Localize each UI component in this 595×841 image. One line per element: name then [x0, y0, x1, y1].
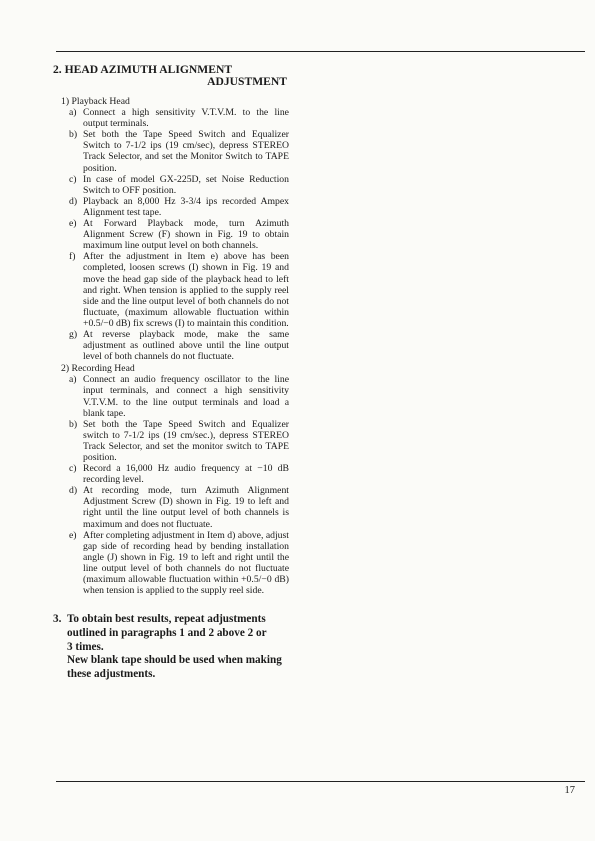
- list-item: [69, 129, 289, 173]
- section3-line-text: To obtain best results, repeat adjustments: [67, 613, 266, 626]
- playback-head-section: [61, 96, 289, 362]
- item-label: c): [69, 173, 77, 185]
- section3-line: outlined in paragraphs 1 and 2 above 2 or: [67, 626, 267, 639]
- item-text: Connect a high sensitivity V.T.V.M. to the line output terminals.: [83, 107, 289, 130]
- list-item: [69, 530, 289, 597]
- item-label: e): [69, 529, 77, 541]
- recording-head-section: [61, 363, 289, 596]
- list-item: [69, 196, 289, 218]
- item-text: Record a 16,000 Hz audio frequency at −10 dB recording level.: [83, 463, 289, 486]
- bottom-rule: [56, 781, 585, 782]
- item-label: a): [69, 374, 77, 386]
- item-label: d): [69, 195, 78, 207]
- item-text: In case of model GX-225D, set Noise Reduction Switch to OFF position.: [83, 173, 289, 196]
- section2-heading-line1: 2. HEAD AZIMUTH ALIGNMENT: [53, 63, 233, 76]
- top-rule: [56, 51, 585, 52]
- section3-paragraph: [53, 613, 289, 682]
- section2-heading-line2: ADJUSTMENT: [207, 75, 287, 88]
- list-item: [69, 251, 289, 329]
- list-item: [69, 485, 289, 529]
- item-label: a): [69, 107, 77, 119]
- playback-head-list: [61, 107, 289, 362]
- item-label: g): [69, 328, 78, 340]
- item-text: At recording mode, turn Azimuth Alignment Adjustment Screw (D) shown in Fig. 19 to left and right until the line output level of both channels is maximum and does not fluctuate.: [83, 485, 289, 530]
- playback-head-title: 1) Playback Head: [61, 96, 130, 107]
- item-text: Set both the Tape Speed Switch and Equalizer switch to 7-1/2 ips (19 cm/sec.), depress STEREO Track Selector, and set the monitor switch to TAPE position.: [83, 418, 289, 463]
- item-label: e): [69, 218, 77, 230]
- item-text: Connect an audio frequency oscillator to the line input terminals, and connect a high sensitivity V.T.V.M. to the line output terminals and load a blank tape.: [83, 374, 289, 419]
- list-item: [69, 218, 289, 251]
- item-label: b): [69, 129, 78, 141]
- section3-line: these adjustments.: [67, 668, 156, 681]
- section3-line: 3 times.: [67, 640, 104, 653]
- section3-line: [53, 613, 289, 627]
- recording-head-list: [61, 374, 289, 596]
- item-text: At reverse playback mode, make the same adjustment as outlined above until the line output level of both channels do not fluctuate.: [83, 328, 289, 363]
- section2-heading: [53, 64, 289, 88]
- item-label: b): [69, 418, 78, 430]
- recording-head-title: 2) Recording Head: [61, 363, 135, 375]
- item-text: At Forward Playback mode, turn Azimuth Alignment Screw (F) shown in Fig. 19 to obtain maximum line output level on both channels.: [83, 218, 289, 252]
- section3-line: New blank tape should be used when making: [67, 654, 282, 667]
- main-column: [53, 64, 289, 682]
- item-text: After the adjustment in Item e) above has been completed, loosen screws (I) shown in Fig. 19 and move the head gap side of the playback head to left and right. When tension is applied to the supply reel side and the line output level of both channels do not fluctuate, (maximum allowable fluctuation within +0.5/−0 dB) fix screws (I) to maintain this condition.: [83, 251, 289, 329]
- list-item: [69, 107, 289, 129]
- list-item: [69, 419, 289, 463]
- list-item: [69, 463, 289, 485]
- page-number: 17: [564, 785, 575, 796]
- list-item: [69, 374, 289, 418]
- item-label: c): [69, 463, 77, 475]
- item-text: After completing adjustment in Item d) above, adjust gap side of recording head by bending installation angle (J) shown in Fig. 19 to left and right until the line output level of both channels do not fluctuate (maximum allowable fluctuation within +0.5/−0 dB) when tension is applied to the supply reel side.: [83, 529, 289, 597]
- item-label: d): [69, 485, 78, 497]
- list-item: [69, 174, 289, 196]
- item-text: Playback an 8,000 Hz 3-3/4 ips recorded Ampex Alignment test tape.: [83, 195, 289, 218]
- list-item: [69, 329, 289, 362]
- item-text: Set both the Tape Speed Switch and Equalizer Switch to 7-1/2 ips (19 cm/sec), depress STEREO Track Selector, and set the Monitor Switch to TAPE position.: [83, 129, 289, 174]
- item-label: f): [69, 251, 76, 263]
- section3-number: 3.: [53, 613, 62, 626]
